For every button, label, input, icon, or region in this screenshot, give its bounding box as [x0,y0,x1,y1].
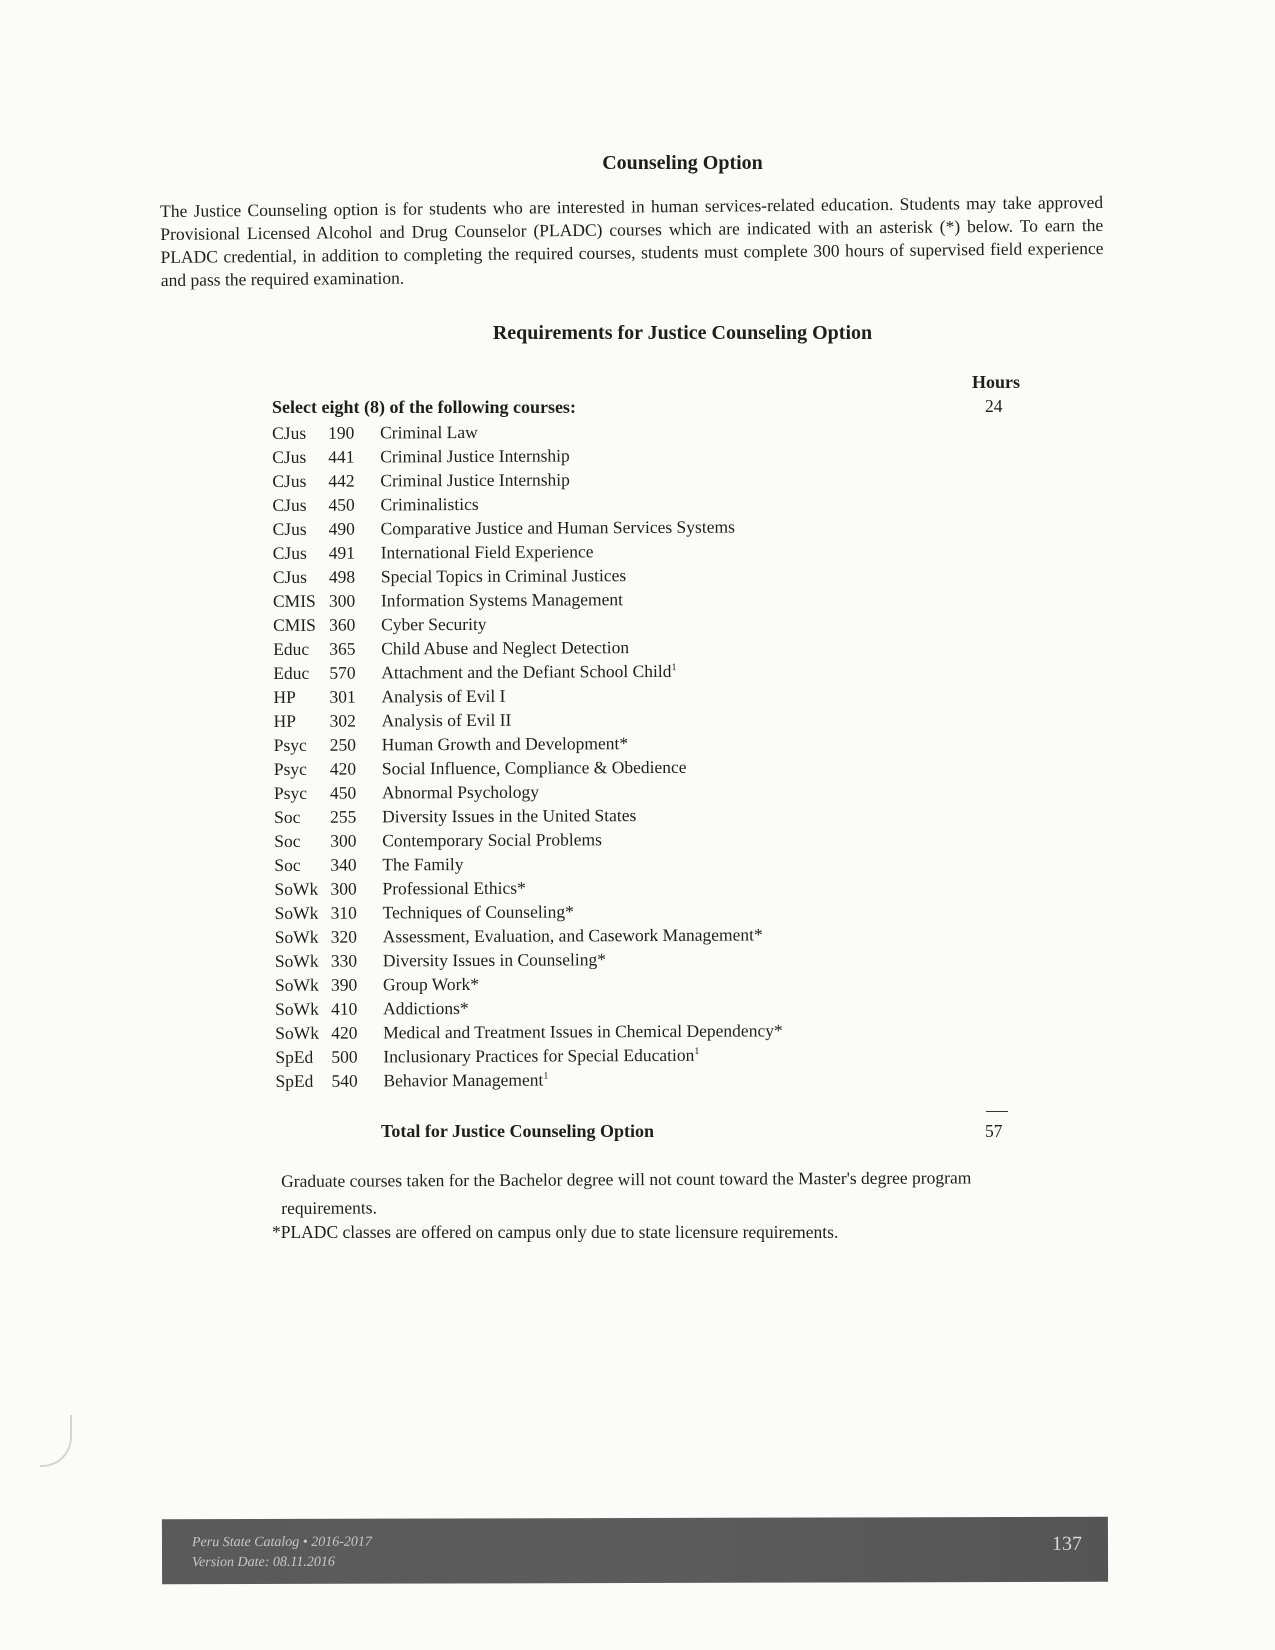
pladc-note: *PLADC classes are offered on campus only due to state licensure requirements. [272,1222,839,1242]
course-number: 450 [329,782,357,803]
course-row [273,681,953,709]
section-heading: Counseling Option [602,152,763,174]
course-row [275,897,955,925]
course-title-cell [383,969,955,996]
course-title: Comparative Justice and Human Services Systems [380,516,735,539]
course-title-cell [381,585,953,612]
course-title-cell [381,609,953,636]
course-dept: CMIS [272,590,316,611]
course-title-cell [382,873,954,900]
course-dept: Psyc [273,734,307,755]
course-row [273,585,953,613]
course-title: Special Topics in Criminal Justices [380,565,627,587]
course-row [275,921,955,949]
footnote-marker: 1 [694,1045,700,1057]
course-title-cell [383,921,955,948]
course-number: 340 [330,854,357,875]
course-dept: Educ [273,638,310,659]
course-dept: SoWk [275,1022,320,1043]
course-title: Addictions* [383,997,469,1019]
intro-paragraph: The Justice Counseling option is for students who are interested in human services-related education. Students may take approved Provisional Licensed Alcohol and Drug Counselor (PLADC) courses which are indicated with an asterisk (*) below. To earn the PLADC credential, in addition to completing the required courses, students must complete 300 hours of supervised field experience and pass the required examination. [160,191,1104,290]
course-title-cell [380,441,952,468]
course-title-cell [383,945,955,972]
course-number: 540 [331,1070,358,1091]
course-number: 442 [328,470,355,491]
course-title: Analysis of Evil I [381,685,506,707]
course-title: Social Influence, Compliance & Obedience [381,756,687,779]
course-number: 320 [330,926,358,947]
course-number: 365 [329,638,356,659]
total-rule [986,1111,1008,1112]
course-title: Analysis of Evil II [381,709,512,731]
course-dept: SoWk [274,926,319,947]
course-title: International Field Experience [380,541,594,563]
course-number: 420 [329,758,357,779]
course-number: 301 [329,686,356,707]
course-row [272,489,952,517]
course-dept: Educ [273,662,310,683]
course-title: Cyber Security [381,613,487,635]
course-title: Child Abuse and Neglect Detection [381,637,630,659]
requirements-heading: Requirements for Justice Counseling Option [492,322,873,344]
course-title-cell [383,897,955,924]
course-row [272,417,952,445]
course-number: 190 [328,422,355,443]
course-number: 450 [328,494,355,515]
course-title-cell [380,489,952,516]
course-title-cell [382,777,954,804]
course-title: Criminal Law [380,421,478,443]
course-title-cell [381,561,953,588]
course-title: Abnormal Psychology [381,781,540,803]
course-title-cell [381,681,953,708]
course-title: Techniques of Counseling* [382,901,574,923]
footer-catalog-title: Peru State Catalog • 2016-2017 [191,1534,372,1551]
course-dept: SpEd [275,1046,314,1067]
course-title: Attachment and the Defiant School Child [381,660,672,683]
course-number: 310 [330,902,357,923]
course-title-cell [382,729,954,756]
course-dept: CJus [272,542,307,563]
course-dept: CJus [272,518,307,539]
course-row [273,561,953,589]
course-number: 491 [328,542,355,563]
course-number: 300 [328,590,356,611]
footer-version-date: Version Date: 08.11.2016 [192,1554,335,1571]
graduate-courses-note: Graduate courses taken for the Bachelor degree will not count toward the Master's degree program requirements. [281,1167,972,1218]
course-row [275,945,955,973]
footnote-marker: 1 [543,1070,549,1082]
course-title: Medical and Treatment Issues in Chemical Dependency* [383,1020,783,1043]
course-title-cell [382,825,954,852]
course-row [273,657,953,685]
course-number: 250 [329,734,356,755]
course-row [274,825,954,853]
course-title: Human Growth and Development* [381,733,629,755]
course-dept: HP [273,686,296,707]
course-number: 255 [330,806,357,827]
course-title-cell [383,993,955,1020]
course-title: Professional Ethics* [382,877,526,899]
course-dept: Soc [274,830,301,851]
course-title-cell [381,537,953,564]
course-dept: CJus [272,470,307,491]
course-title: Assessment, Evaluation, and Casework Management* [382,924,763,947]
course-number: 302 [329,710,356,731]
course-number: 300 [330,830,357,851]
page-number: 137 [1051,1532,1083,1555]
course-title: Diversity Issues in the United States [382,805,637,827]
course-row [273,537,953,565]
course-dept: CMIS [273,614,316,635]
course-row [273,633,953,661]
course-row [275,969,955,997]
course-list [272,417,956,1093]
page-footer [162,1517,1108,1584]
course-title: Criminalistics [380,493,479,515]
course-number: 300 [330,878,357,899]
binding-hole-mark [40,1415,72,1467]
course-dept: Soc [274,854,301,875]
course-dept: SoWk [274,974,319,995]
course-dept: HP [273,710,296,731]
course-row [274,849,954,877]
course-row [272,465,952,493]
course-number: 330 [330,950,358,971]
course-title: The Family [382,854,464,875]
course-title: Contemporary Social Problems [382,829,602,851]
course-dept: SoWk [274,950,319,971]
course-row [274,753,954,781]
course-row [272,441,952,469]
course-dept: Psyc [273,782,308,803]
course-dept: SpEd [275,1070,314,1091]
course-dept: Psyc [273,758,307,779]
course-number: 360 [329,614,356,635]
course-title: Diversity Issues in Counseling* [382,949,607,971]
course-number: 490 [328,518,355,539]
select-courses-label: Select eight (8) of the following courses: [272,397,576,417]
course-title-cell [380,417,952,444]
course-title: Information Systems Management [380,589,624,611]
course-row [273,609,953,637]
footnote-marker: 1 [671,662,677,674]
course-row [274,705,954,733]
course-dept: CJus [272,494,307,515]
course-title-cell [382,705,954,732]
course-number: 570 [329,662,356,683]
course-title-cell [383,1065,955,1092]
course-number: 498 [328,566,356,587]
course-title-cell [381,513,953,540]
total-label: Total for Justice Counseling Option [381,1121,655,1141]
course-title: Group Work* [382,973,479,995]
course-dept: CJus [272,566,307,587]
course-number: 441 [328,446,355,467]
course-number: 500 [331,1046,358,1067]
course-row [274,873,954,901]
course-title-cell [381,657,953,684]
hours-column-header: Hours [972,372,1021,392]
course-row [274,777,954,805]
course-dept: CJus [272,446,307,467]
course-title-cell [383,1041,955,1068]
course-title-cell [382,801,954,828]
course-title-cell [383,1017,955,1044]
course-row [275,1065,955,1093]
course-row [275,993,955,1021]
course-number: 420 [331,1022,358,1043]
course-dept: SoWk [274,902,319,923]
select-hours-value: 24 [985,396,1003,416]
footer-catalog-info [192,1533,372,1573]
total-hours-value: 57 [985,1121,1003,1141]
course-number: 410 [331,998,358,1019]
course-row [274,729,954,757]
course-row [275,1017,955,1045]
course-dept: SoWk [274,878,319,899]
course-title-cell [382,753,954,780]
course-title-cell [380,465,952,492]
course-title-cell [381,633,953,660]
course-title: Criminal Justice Internship [380,445,570,467]
course-row [273,513,953,541]
course-dept: SoWk [275,998,319,1019]
course-title: Criminal Justice Internship [380,469,570,491]
course-dept: CJus [272,422,307,443]
course-dept: Soc [274,806,301,827]
course-number: 390 [330,974,358,995]
course-title: Inclusionary Practices for Special Education [383,1044,695,1067]
course-title: Behavior Management [383,1069,544,1091]
course-row [275,1041,955,1069]
course-title-cell [382,849,954,876]
course-row [274,801,954,829]
